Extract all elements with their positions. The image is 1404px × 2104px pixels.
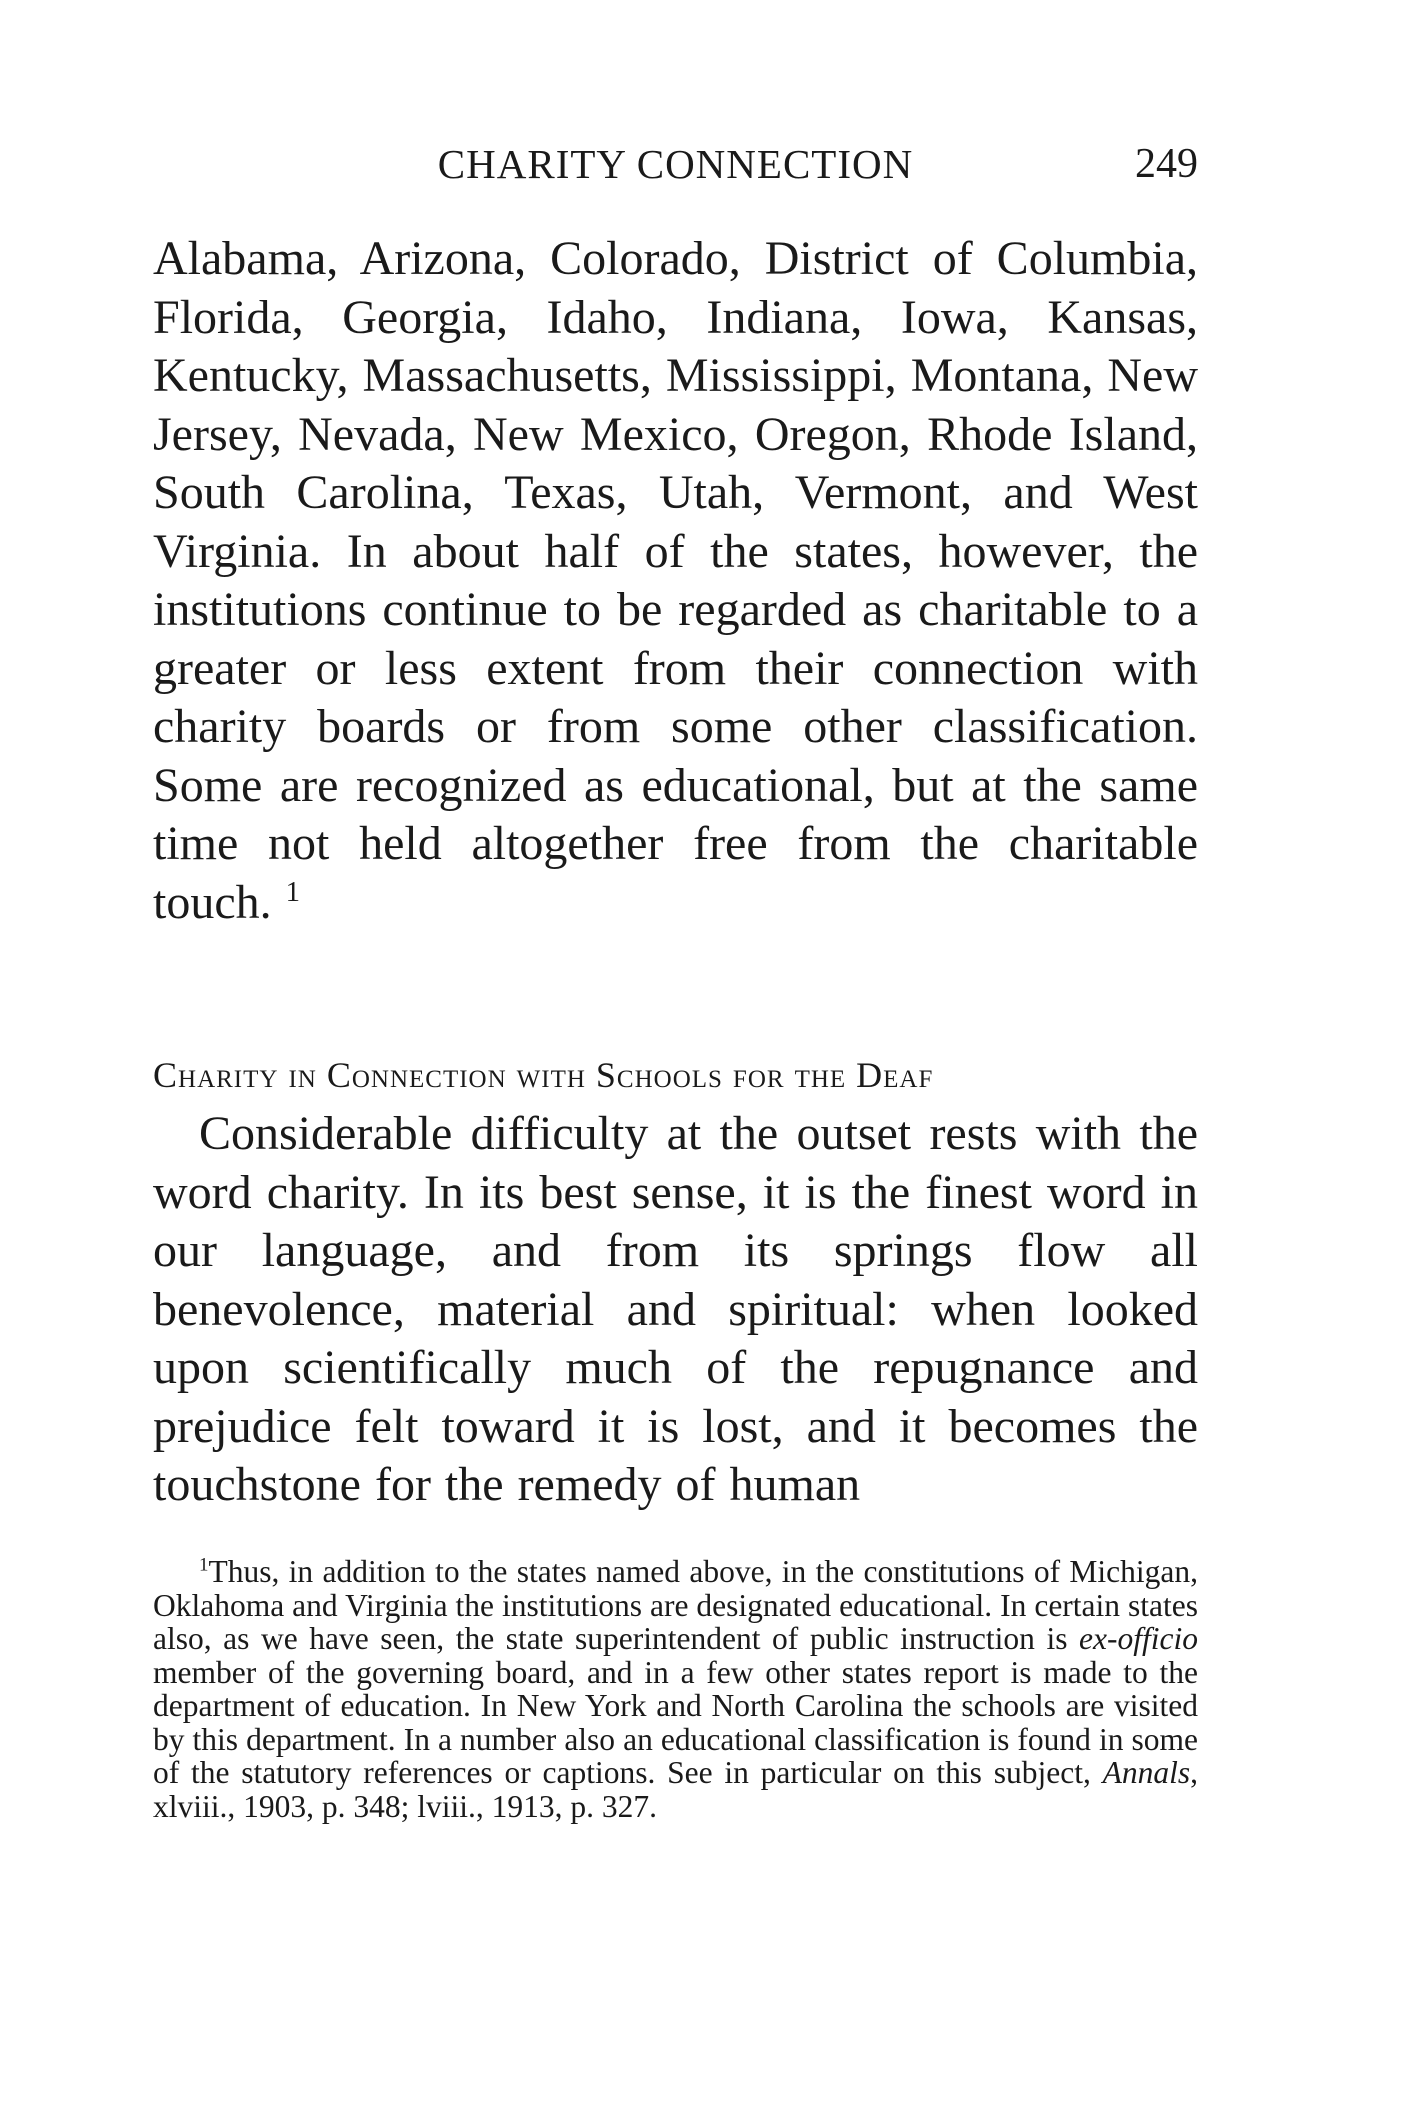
paragraph-charity: Considerable difficulty at the outset rests with the word charity. In its best sense, it is the finest word in our language, and from its springs flow all benevolence, material and spiritual: when looked upon scientifically much of the repugnance and prejudice felt toward it is lost, and it becomes the touchstone for the remedy of human	[153, 1107, 1198, 1511]
footnote-reference: 1	[285, 875, 301, 908]
footnote-marker: 1	[199, 1554, 209, 1576]
page-number: 249	[1135, 141, 1198, 187]
footnote-ex-officio: ex-officio	[1079, 1621, 1198, 1656]
running-title: CHARITY CONNECTION	[437, 141, 914, 187]
footnote-text-b: member of the governing board, and in a few other states report is made to the department of education. In New York and North Carolina the schools are visited by this department. In a number also an educational classification is found in some of the statutory references or captions. See in particular on this subject,	[153, 1654, 1198, 1790]
footnote	[153, 1555, 1198, 1823]
paragraph-states-list	[153, 230, 1198, 932]
section-heading: Charity in Connection with Schools for the Deaf	[153, 1055, 934, 1095]
running-head	[153, 134, 1198, 194]
paragraph-states-list-text: Alabama, Arizona, Colorado, District of Columbia, Florida, Georgia, Idaho, Indiana, Iowa, Kansas, Kentucky, Massachusetts, Mississippi, Montana, New Jersey, Nevada, New Mexico, Oregon, Rhode Island, South Carolina, Texas, Utah, Vermont, and West Virginia. In about half of the states, however, the institutions continue to be regarded as charitable to a greater or less extent from their connection with charity boards or from some other classification. Some are recognized as educational, but at the same time not held altogether free from the charitable touch.	[153, 232, 1198, 929]
footnote-text-a: Thus, in addition to the states named above, in the constitutions of Michigan, Oklahoma and Virginia the institutions are designated educational. In certain states also, as we have seen, the state superintendent of public instruction is	[153, 1554, 1198, 1656]
footnote-annals: Annals	[1102, 1755, 1191, 1790]
footnote-text-c: , xlviii., 1903, p. 348; lviii., 1913, p. 327.	[153, 1755, 1198, 1824]
